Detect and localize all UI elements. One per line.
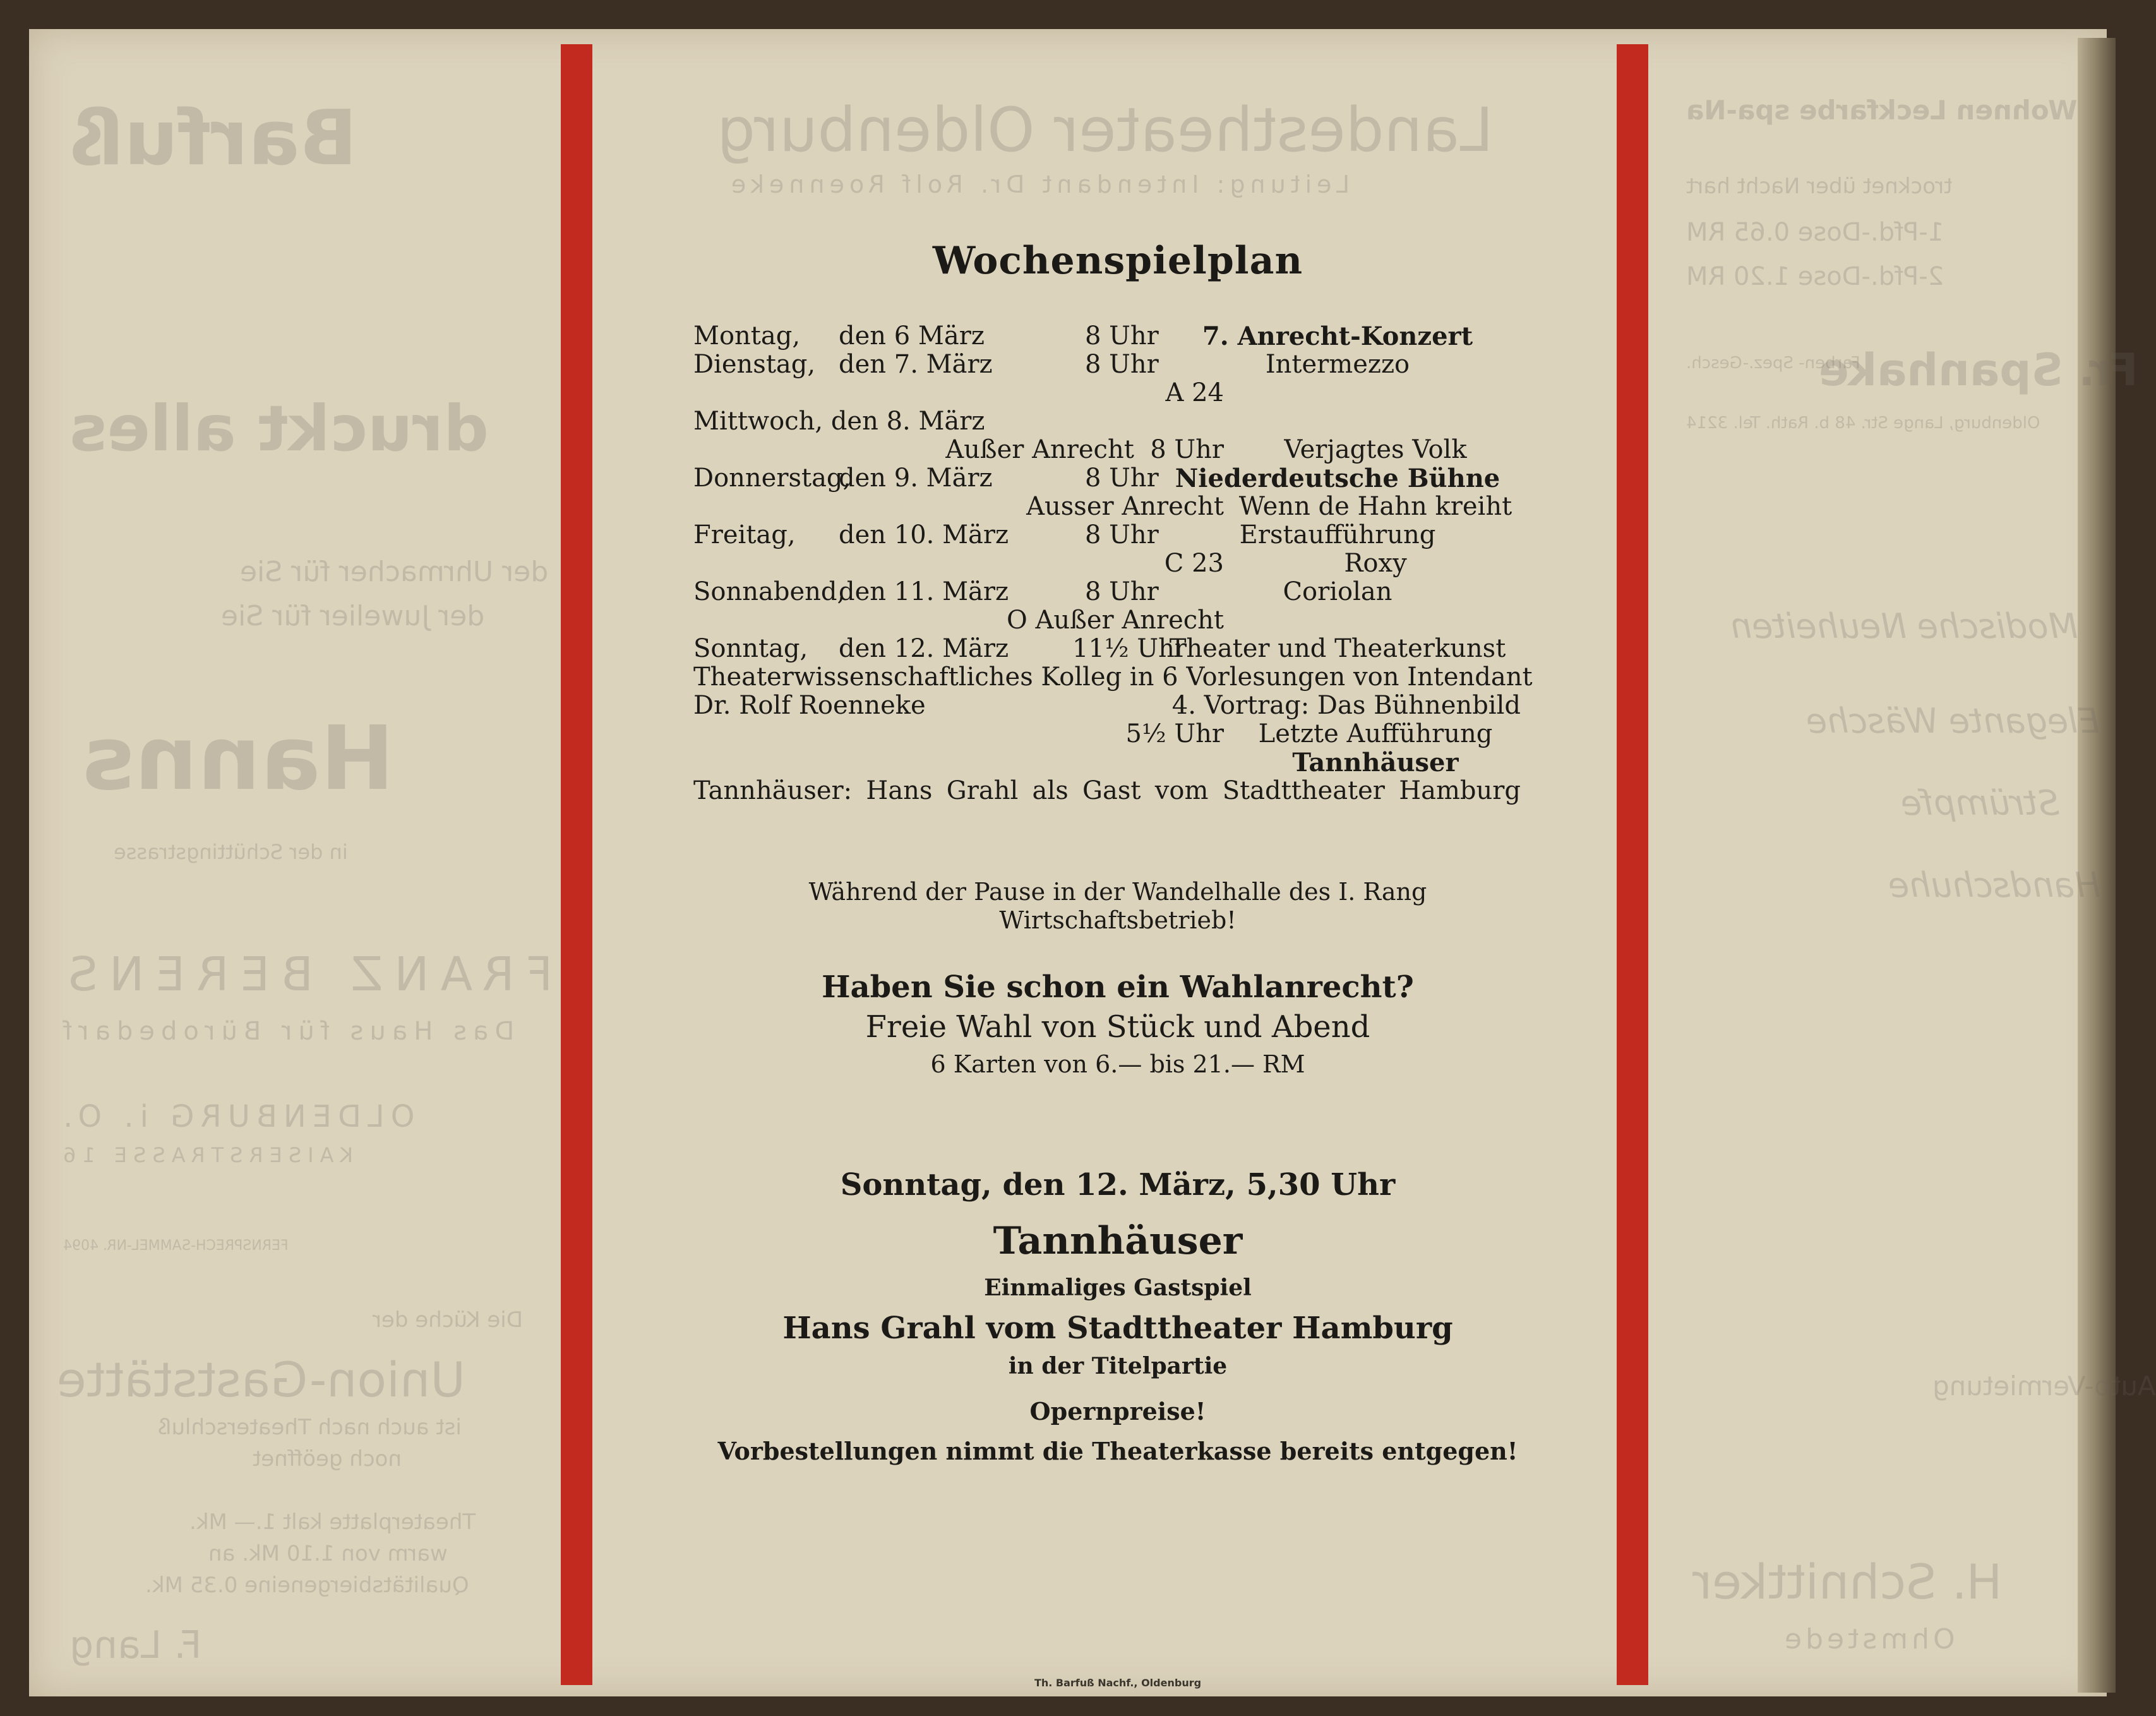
event: Intermezzo bbox=[1265, 350, 1410, 379]
event: Coriolan bbox=[1283, 577, 1392, 606]
bleed-left-17: warm von 1.10 Mk. an bbox=[208, 1541, 448, 1566]
bleed-right-4: 2-Pfd.-Dose 1.20 RM bbox=[1686, 262, 1944, 291]
special-title: Tannhäuser bbox=[993, 1219, 1243, 1263]
event: Erstaufführung bbox=[1239, 520, 1436, 549]
bleed-right-11: Handschuhe bbox=[1888, 865, 2100, 905]
bleed-right-10: Strümpfe bbox=[1901, 783, 2059, 823]
bleed-right-5: Fr. Spanhake bbox=[1819, 344, 2138, 396]
kolleg-event: 4. Vortrag: Das Bühnenbild bbox=[1171, 691, 1521, 720]
kolleg-line: Theaterwissenschaftliches Kolleg in 6 Vorlesungen von Intendant bbox=[693, 663, 1533, 692]
day: Donnerstag, bbox=[693, 464, 851, 493]
schedule bbox=[693, 321, 1533, 805]
event: Niederdeutsche Bühne bbox=[1175, 464, 1500, 493]
bleed-left-10: KAISERSTRASSE 16 bbox=[57, 1143, 353, 1167]
red-bar-right bbox=[1617, 44, 1648, 1685]
bleed-left-19: F. Lang bbox=[69, 1623, 202, 1667]
bleed-left-9: OLDENBURG i. O. bbox=[57, 1099, 415, 1134]
last-time: 5½ Uhr bbox=[1125, 719, 1224, 748]
bleed-right-14: Ohmstede bbox=[1781, 1623, 1955, 1655]
day: Sonnabend, bbox=[693, 577, 846, 606]
bleed-left-18: Qualitätsbiergeneine 0.35 Mk. bbox=[145, 1573, 469, 1598]
bleed-left-1: Barfuß bbox=[69, 95, 357, 183]
schedule-row-friday bbox=[693, 521, 1521, 549]
red-bar-left bbox=[561, 44, 592, 1685]
last-title: Tannhäuser bbox=[1292, 748, 1459, 777]
time: 8 Uhr bbox=[1085, 464, 1159, 493]
event: Theater und Theaterkunst bbox=[1169, 634, 1506, 663]
label: Außer Anrecht bbox=[945, 435, 1134, 464]
event: 7. Anrecht-Konzert bbox=[1202, 321, 1473, 351]
subscription: A 24 bbox=[1165, 378, 1224, 407]
bleed-right-3: 1-Pfd.-Dose 0.65 RM bbox=[1686, 218, 1944, 247]
schedule-row-tuesday bbox=[693, 351, 1521, 379]
schedule-row-sunday bbox=[693, 635, 1521, 663]
bleed-left-16: Theaterplatte kalt 1.— Mk. bbox=[189, 1509, 476, 1535]
bleed-header-1: Landestheater Oldenburg bbox=[717, 95, 1494, 165]
bleed-left-8: Das Haus für Bürobedarf bbox=[57, 1017, 515, 1046]
special-prices: Opernpreise! bbox=[1029, 1397, 1206, 1425]
bleed-left-14: ist auch nach Theaterschluß bbox=[158, 1415, 462, 1440]
bleed-right-8: Modische Neuheiten bbox=[1730, 606, 2078, 646]
day: Dienstag, bbox=[693, 350, 816, 379]
schedule-row-saturday-sub bbox=[693, 606, 1521, 635]
event: Wenn de Hahn kreiht bbox=[1238, 492, 1512, 521]
time: 8 Uhr bbox=[1085, 321, 1159, 351]
event: Verjagtes Volk bbox=[1284, 435, 1467, 464]
event: Roxy bbox=[1344, 549, 1407, 578]
bleed-right-13: H. Schnittker bbox=[1692, 1554, 2003, 1610]
subscription: O Außer Anrecht bbox=[1006, 606, 1224, 635]
schedule-row-saturday bbox=[693, 578, 1521, 606]
time: 11½ Uhr bbox=[1072, 634, 1187, 663]
day: Freitag, bbox=[693, 520, 796, 549]
pause-line-1: Während der Pause in der Wandelhalle des I. Rang bbox=[808, 878, 1427, 906]
pause-line-2: Wirtschaftsbetrieb! bbox=[999, 906, 1237, 934]
date: den 7. März bbox=[839, 350, 993, 379]
last-performance bbox=[693, 720, 1521, 748]
bleed-header-2: Leitung: Intendant Dr. Rolf Roenneke bbox=[726, 171, 1350, 198]
date: den 6 März bbox=[839, 321, 985, 351]
bleed-left-13: Union-Gaststätte bbox=[57, 1352, 465, 1408]
printer-imprint: Th. Barfuß Nachf., Oldenburg bbox=[1034, 1677, 1202, 1689]
bleed-left-3: der Uhrmacher für Sie bbox=[240, 556, 549, 588]
schedule-row-wednesday-detail bbox=[693, 436, 1521, 464]
bleed-left-5: Hanns bbox=[82, 707, 395, 810]
schedule-row-friday-sub bbox=[693, 549, 1521, 578]
kolleg-name: Dr. Rolf Roenneke bbox=[693, 691, 926, 720]
bleed-right-6: Farben- Spez.-Gesch. bbox=[1686, 354, 1860, 373]
bleed-right-12: Auto-Vermietung bbox=[1932, 1371, 2156, 1401]
day: Sonntag, bbox=[693, 634, 808, 663]
bleed-right-1: Wohnen Leckfarbe spa-Na bbox=[1686, 95, 2078, 126]
bleed-left-2: druckt alles bbox=[69, 392, 489, 465]
guest-line: Tannhäuser: Hans Grahl als Gast vom Stadttheater Hamburg bbox=[693, 776, 1521, 805]
schedule-row-wednesday bbox=[693, 407, 1521, 436]
bleed-left-4: der Juwelier für Sie bbox=[221, 600, 485, 632]
bleed-left-12: Die Küche der bbox=[373, 1307, 523, 1333]
schedule-row-tuesday-sub bbox=[693, 379, 1521, 407]
date: den 12. März bbox=[839, 634, 1009, 663]
bleed-left-11: FERNSPRECH-SAMMEL-NR. 4094 bbox=[63, 1238, 289, 1254]
time: 8 Uhr bbox=[1085, 520, 1159, 549]
bleed-right-2: trocknet über Nacht hart bbox=[1686, 174, 1953, 199]
bleed-left-7: FRANZ BERENS bbox=[57, 947, 553, 1002]
page-title: Wochenspielplan bbox=[932, 239, 1303, 283]
wahl-price: 6 Karten von 6.— bis 21.— RM bbox=[930, 1050, 1305, 1078]
kolleg-detail bbox=[693, 692, 1521, 720]
day: Montag, bbox=[693, 321, 801, 351]
bleed-left-15: noch geöffnet bbox=[253, 1446, 402, 1472]
bleed-right-7: Oldenburg, Lange Str. 48 b. Rath. Tel. 3214 bbox=[1686, 414, 2040, 433]
time: 8 Uhr bbox=[1085, 350, 1159, 379]
date: den 11. März bbox=[839, 577, 1009, 606]
schedule-row-thursday-sub bbox=[693, 493, 1521, 521]
date: den 10. März bbox=[839, 520, 1009, 549]
special-role: in der Titelpartie bbox=[1008, 1353, 1228, 1379]
special-name: Hans Grahl vom Stadttheater Hamburg bbox=[782, 1311, 1453, 1346]
dayline: Mittwoch, den 8. März bbox=[693, 407, 985, 436]
special-gast: Einmaliges Gastspiel bbox=[984, 1275, 1252, 1301]
wahl-free: Freie Wahl von Stück und Abend bbox=[865, 1009, 1370, 1045]
subscription: Ausser Anrecht bbox=[1026, 492, 1224, 521]
schedule-row-thursday bbox=[693, 464, 1521, 493]
last-event: Letzte Aufführung bbox=[1258, 719, 1493, 748]
special-date: Sonntag, den 12. März, 5,30 Uhr bbox=[840, 1167, 1396, 1203]
date: den 9. März bbox=[839, 464, 993, 493]
schedule-row-monday bbox=[693, 322, 1521, 351]
special-order: Vorbestellungen nimmt die Theaterkasse bereits entgegen! bbox=[717, 1437, 1518, 1465]
time: 8 Uhr bbox=[1085, 577, 1159, 606]
time: 8 Uhr bbox=[1150, 435, 1224, 464]
bleed-left-6: in der Schüttingstrasse bbox=[114, 840, 348, 864]
last-title-row bbox=[693, 748, 1521, 777]
subscription: C 23 bbox=[1164, 549, 1224, 578]
bleed-right-9: Elegante Wäsche bbox=[1806, 701, 2100, 741]
wahl-question: Haben Sie schon ein Wahlanrecht? bbox=[822, 969, 1414, 1005]
